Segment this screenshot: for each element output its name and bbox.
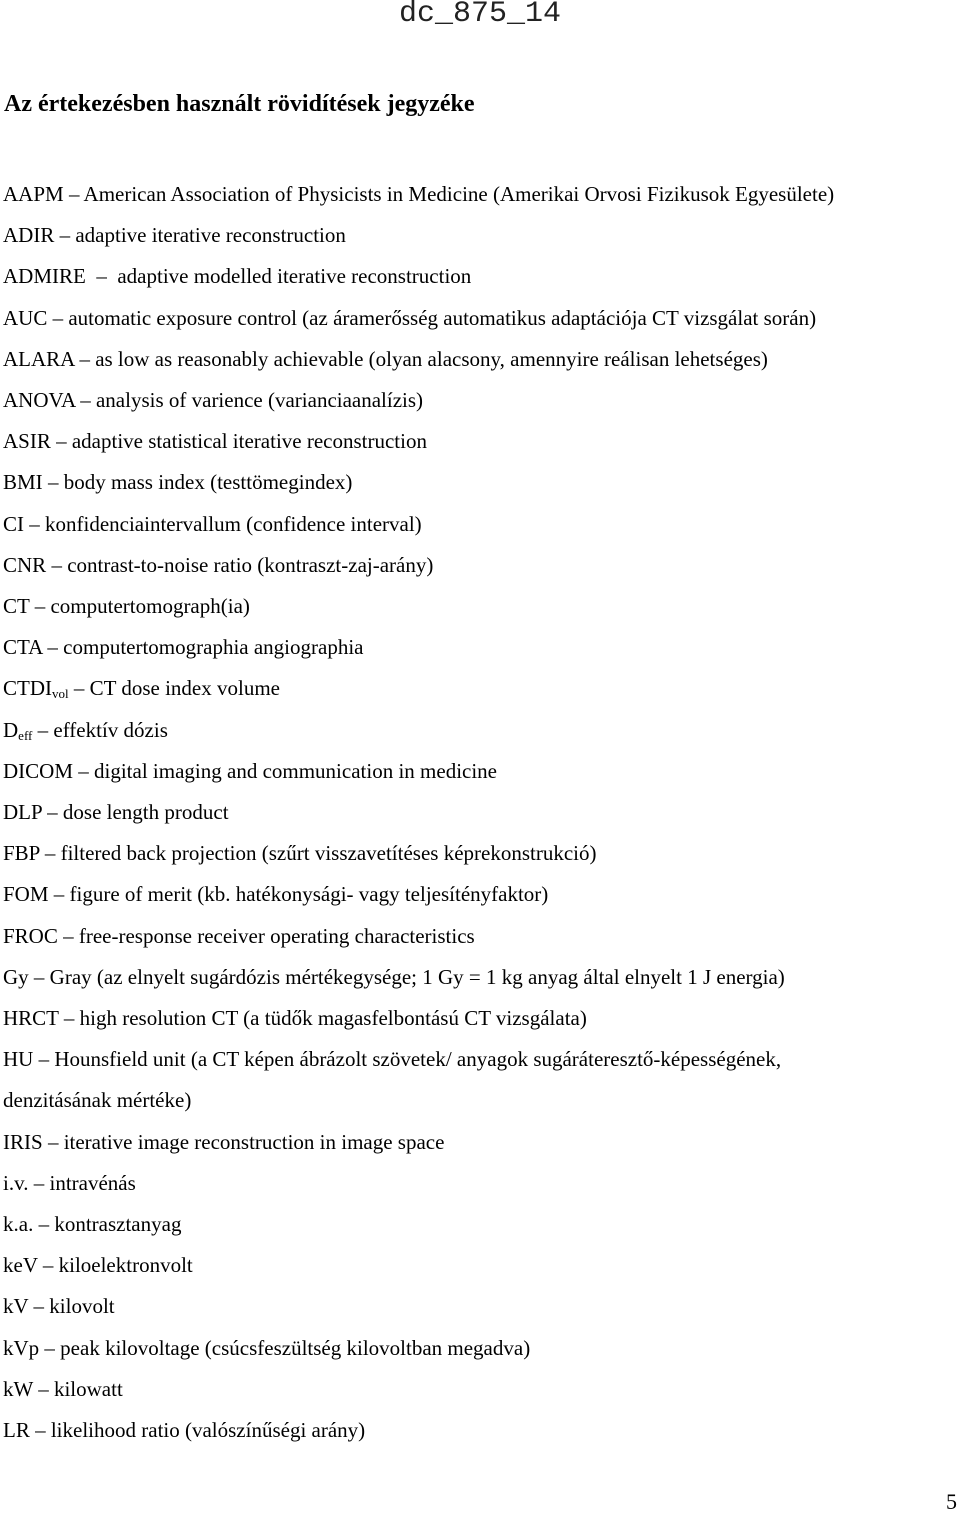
list-item [3,545,950,586]
abbreviation-term: AUC [3,305,48,330]
dash-separator: – [58,1006,80,1031]
abbreviation-term: kW [3,1376,33,1401]
dash-separator: – [42,635,64,660]
abbreviation-term: DLP [3,800,42,825]
dash-separator: – [42,470,64,495]
abbreviation-term: kVp [3,1335,40,1360]
abbreviation-definition: iterative image reconstruction in image space [63,1129,445,1154]
abbreviation-term: k.a. [3,1212,34,1237]
abbreviation-definition: kilovolt [49,1294,115,1319]
abbreviation-term: CNR [3,552,47,577]
abbreviation-term: HRCT [3,1006,59,1031]
abbreviation-definition: contrast-to-noise ratio (kontraszt-zaj-arány) [67,552,434,577]
abbreviation-term: ADIR [3,223,55,248]
abbreviation-definition: American Association of Physicists in Medicine (Amerikai Orvosi Fizikusok Egyesülete) [83,182,835,206]
abbreviation-definition: intravénás [49,1170,136,1195]
dash-separator: – [42,1129,64,1154]
list-item-continuation [3,1080,950,1121]
page-title: Az értekezésben használt rövidítések jegyzéke [4,91,475,117]
abbreviation-term: FBP [3,841,40,866]
abbreviation-term: D [3,717,19,742]
dash-separator: – [48,882,70,907]
abbreviation-definition: Gray (az elnyelt sugárdózis mértékegysége; 1 Gy = 1 kg anyag által elnyelt 1 J energia) [49,964,785,989]
abbreviation-term: AAPM [3,182,64,206]
abbreviation-term: ALARA [3,346,75,371]
abbreviation-definition: adaptive iterative reconstruction [75,223,346,248]
list-item [3,380,950,421]
abbreviation-definition: kontrasztanyag [54,1212,182,1237]
dash-separator: – [68,676,90,701]
dash-separator: – [47,305,69,330]
abbreviation-definition: peak kilovoltage (csúcsfeszültség kilovoltban megadva) [60,1335,531,1360]
abbreviation-definition: adaptive statistical iterative reconstruction [71,429,427,454]
list-item [3,751,950,792]
dash-separator: – [50,429,72,454]
abbreviation-definition: konfidenciaintervallum (confidence interval) [45,511,422,536]
abbreviation-term: i.v. [3,1170,29,1195]
list-item [3,1163,950,1204]
dash-separator: – [28,1170,50,1195]
list-item [3,998,950,1039]
abbreviation-subscript: eff [18,727,33,743]
dash-separator: – [41,800,63,825]
list-item [3,1328,950,1369]
abbreviation-term: Gy [3,964,29,989]
list-item [3,174,950,215]
list-item [3,916,950,957]
dash-separator: – [32,1376,54,1401]
list-item [3,298,950,339]
abbreviation-term: ASIR [3,429,51,454]
dash-separator: – [54,223,76,248]
abbreviation-term: kV [3,1294,29,1319]
list-item [3,1204,950,1245]
abbreviation-definition: automatic exposure control (az áramerősség automatikus adaptációja CT vizsgálat során) [68,305,817,330]
abbreviation-definition: free-response receiver operating characteristics [78,923,475,948]
list-item [3,586,950,627]
dash-separator: – [28,1294,50,1319]
abbreviation-definition: as low as reasonably achievable (olyan alacsony, amennyire reálisan lehetséges) [95,346,768,371]
abbreviation-definition: computertomograph(ia) [50,594,250,619]
abbreviation-list [3,174,950,1451]
abbreviation-definition: kiloelektronvolt [58,1253,193,1278]
list-item [3,668,950,709]
dash-separator: – [39,1335,61,1360]
dash-separator: – [28,964,50,989]
document-id-header: dc_875_14 [398,0,562,31]
dash-separator: – [37,1253,59,1278]
list-item [3,256,950,297]
abbreviation-term: CTA [3,635,43,660]
abbreviation-definition: analysis of varience (varianciaanalízis) [95,388,424,413]
abbreviation-subscript: vol [52,686,69,702]
abbreviation-term: IRIS [3,1129,43,1154]
list-item [3,339,950,380]
abbreviation-term: LR [3,1418,30,1443]
abbreviation-definition: figure of merit (kb. hatékonysági- vagy teljesítényfaktor) [69,882,549,907]
dash-separator: – [33,1047,55,1072]
abbreviation-term: keV [3,1253,38,1278]
abbreviation-definition: effektív dózis [53,717,168,742]
abbreviation-definition: kilowatt [53,1376,123,1401]
abbreviation-definition: high resolution CT (a tüdők magasfelbontású CT vizsgálata) [79,1006,587,1031]
list-item [3,1039,950,1080]
list-item [3,462,950,503]
dash-separator: – [24,511,45,536]
list-item [3,833,950,874]
abbreviation-term: CI [3,511,24,536]
list-item [3,874,950,915]
dash-separator: – [29,594,51,619]
dash-separator: – [63,182,84,206]
list-item [3,1122,950,1163]
abbreviation-definition: dose length product [62,800,229,825]
list-item [3,215,950,256]
dash-separator: – [39,841,61,866]
dash-separator: – [74,388,96,413]
dash-separator: – [32,717,54,742]
dash-separator: – [85,264,118,289]
page-number: 5 [946,1489,957,1514]
dash-separator: – [74,346,96,371]
list-item [3,1410,950,1451]
abbreviation-definition: Hounsfield unit (a CT képen ábrázolt szövetek/ anyagok sugáráteresztő-képességének, [54,1047,782,1072]
list-item [3,957,950,998]
dash-separator: – [57,923,79,948]
abbreviation-definition: filtered back projection (szűrt visszavetítéses képrekonstrukció) [60,841,597,866]
list-item [3,421,950,462]
abbreviation-term: CT [3,594,30,619]
abbreviation-term: DICOM [3,758,74,783]
abbreviation-definition: adaptive modelled iterative reconstruction [117,264,472,289]
list-item [3,710,950,751]
list-item [3,1245,950,1286]
abbreviation-term: FOM [3,882,49,907]
dash-separator: – [33,1212,55,1237]
abbreviation-term: HU [3,1047,34,1072]
abbreviation-definition: likelihood ratio (valószínűségi arány) [50,1418,366,1443]
abbreviation-definition: computertomographia angiographia [63,635,364,660]
list-item [3,792,950,833]
dash-separator: – [73,758,95,783]
dash-separator: – [29,1418,51,1443]
dash-separator: – [46,552,68,577]
list-item [3,504,950,545]
list-item [3,1369,950,1410]
abbreviation-term: BMI [3,470,43,495]
abbreviation-term: ANOVA [3,388,75,413]
list-item [3,1286,950,1327]
abbreviation-term: ADMIRE [3,264,86,289]
abbreviation-definition: CT dose index volume [89,676,280,701]
list-item [3,627,950,668]
abbreviation-definition: digital imaging and communication in medicine [94,758,498,783]
abbreviation-term: CTDI [3,676,52,701]
abbreviation-definition: body mass index (testtömegindex) [63,470,353,495]
abbreviation-definition-continued: denzitásának mértéke) [3,1088,192,1113]
abbreviation-term: FROC [3,923,58,948]
